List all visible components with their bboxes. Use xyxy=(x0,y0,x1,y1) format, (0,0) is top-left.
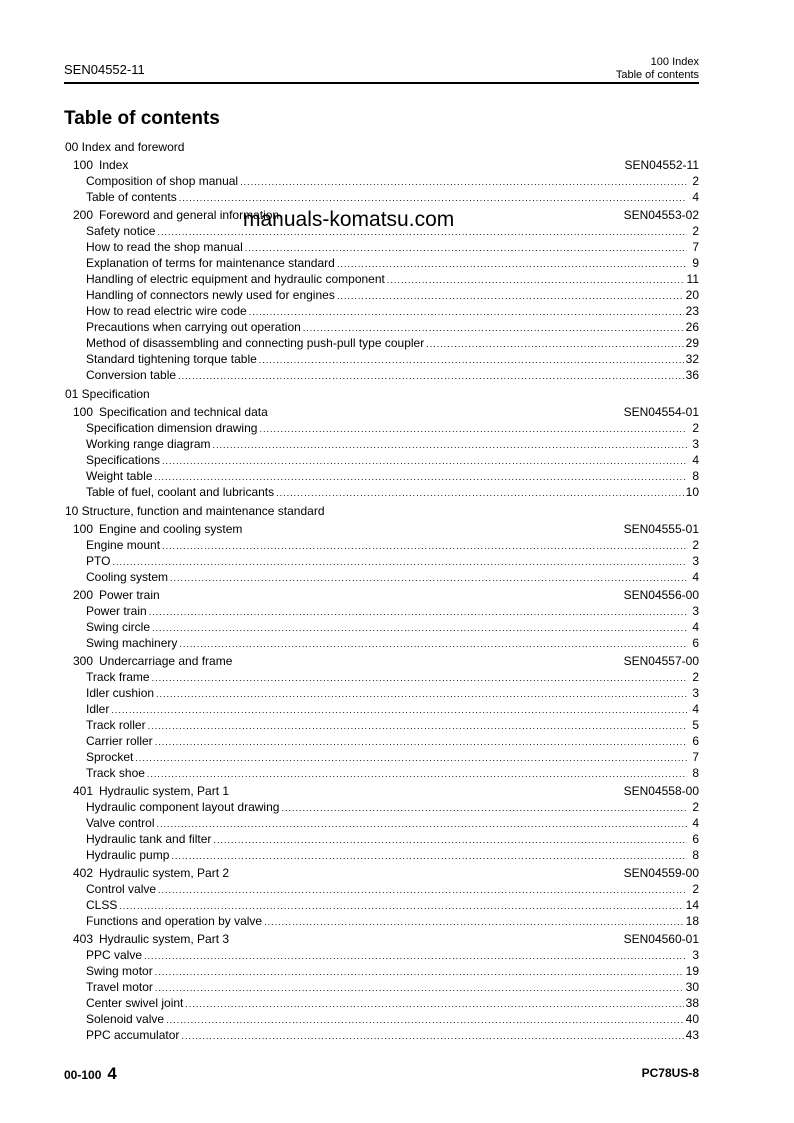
toc-subsection-heading[interactable] xyxy=(64,587,699,603)
toc-entry[interactable] xyxy=(64,995,699,1011)
dot-leader xyxy=(162,453,687,469)
dot-leader xyxy=(155,980,684,996)
toc-entry-page: 8 xyxy=(692,469,699,483)
toc-entry-label: Swing machinery xyxy=(86,636,178,650)
toc-entry-label: PPC accumulator xyxy=(86,1028,180,1042)
toc-entry[interactable] xyxy=(64,436,699,452)
toc-subsection-title xyxy=(73,404,624,420)
toc-entry-page: 43 xyxy=(685,1028,699,1042)
toc-subsection-title xyxy=(73,587,624,603)
toc-entry-label: Track shoe xyxy=(86,766,145,780)
toc-entry-label: Control valve xyxy=(86,882,157,896)
toc-entry[interactable] xyxy=(64,701,699,717)
footer-page-ref xyxy=(64,1064,117,1084)
toc-subsection-code: SEN04559-00 xyxy=(623,866,699,880)
header-section xyxy=(616,56,699,82)
dot-leader xyxy=(148,718,687,734)
toc-entry-label: PPC valve xyxy=(86,948,143,962)
dot-leader xyxy=(426,336,683,352)
toc-entry-label: Swing motor xyxy=(86,964,153,978)
toc-entry[interactable] xyxy=(64,733,699,749)
toc-entry-page: 8 xyxy=(692,766,699,780)
dot-leader xyxy=(387,272,685,288)
toc-subsection-number: 300 xyxy=(73,654,94,668)
toc-subsection-number: 401 xyxy=(73,784,94,798)
dot-leader xyxy=(155,469,688,485)
toc-entry[interactable] xyxy=(64,367,699,383)
toc-entry[interactable] xyxy=(64,553,699,569)
dot-leader xyxy=(135,750,687,766)
toc-entry[interactable] xyxy=(64,619,699,635)
toc-entry-page: 4 xyxy=(692,620,699,634)
toc-entry-label: Handling of electric equipment and hydraulic component xyxy=(86,272,385,286)
toc-subsection-label: Index xyxy=(99,158,129,172)
toc-entry-label: Specification dimension drawing xyxy=(86,421,258,435)
toc-subsection-number: 200 xyxy=(73,588,94,602)
toc-entry[interactable] xyxy=(64,303,699,319)
toc-entry-label: Track frame xyxy=(86,670,150,684)
toc-entry-label: Explanation of terms for maintenance standard xyxy=(86,256,335,270)
toc-entry-page: 2 xyxy=(692,882,699,896)
toc-entry-page: 30 xyxy=(685,980,699,994)
toc-subsection-heading[interactable] xyxy=(64,404,699,420)
toc-subsection-label: Hydraulic system, Part 2 xyxy=(99,866,230,880)
toc-entry-label: Track roller xyxy=(86,718,146,732)
dot-leader xyxy=(303,320,684,336)
footer-page-code: 00-100 xyxy=(64,1068,102,1082)
toc-entry-page: 4 xyxy=(692,453,699,467)
dot-leader xyxy=(156,816,687,832)
toc-entry-label: CLSS xyxy=(86,898,118,912)
toc-entry[interactable] xyxy=(64,335,699,351)
dot-leader xyxy=(259,421,687,437)
toc-entry-label: Engine mount xyxy=(86,538,161,552)
toc-entry-page: 4 xyxy=(692,816,699,830)
toc-entry-label: Power train xyxy=(86,604,147,618)
toc-entry-page: 18 xyxy=(685,914,699,928)
toc-entry-label: Hydraulic pump xyxy=(86,848,170,862)
toc-entry[interactable] xyxy=(64,799,699,815)
toc-entry-label: Center swivel joint xyxy=(86,996,184,1010)
toc-subsection-number: 100 xyxy=(73,158,94,172)
dot-leader xyxy=(185,996,683,1012)
toc-entry-page: 4 xyxy=(692,702,699,716)
toc-entry-label: Method of disassembling and connecting push-pull type coupler xyxy=(86,336,425,350)
toc-subsection-number: 402 xyxy=(73,866,94,880)
toc-subsection-code: SEN04552-11 xyxy=(624,158,699,172)
toc-entry-label: Carrier roller xyxy=(86,734,153,748)
footer-model: PC78US-8 xyxy=(641,1066,699,1080)
toc-entry[interactable] xyxy=(64,717,699,733)
toc-subsection-heading[interactable] xyxy=(64,783,699,799)
dot-leader xyxy=(245,240,687,256)
toc-entry-page: 10 xyxy=(685,485,699,499)
toc-subsection-heading[interactable] xyxy=(64,865,699,881)
toc-entry[interactable] xyxy=(64,831,699,847)
doc-code: SEN04552-11 xyxy=(64,62,145,77)
toc-entry-page: 3 xyxy=(692,437,699,451)
toc-entry-label: Solenoid valve xyxy=(86,1012,165,1026)
toc-subsection-label: Undercarriage and frame xyxy=(99,654,233,668)
toc-entry-label: Valve control xyxy=(86,816,155,830)
toc-subsection-code: SEN04553-02 xyxy=(623,208,699,222)
toc-entry-page: 3 xyxy=(692,604,699,618)
dot-leader xyxy=(144,948,687,964)
toc-entry-page: 3 xyxy=(692,554,699,568)
toc-entry[interactable] xyxy=(64,173,699,189)
dot-leader xyxy=(179,636,687,652)
toc-entry[interactable] xyxy=(64,468,699,484)
toc-entry[interactable] xyxy=(64,669,699,685)
toc-subsection-title xyxy=(73,653,624,669)
dot-leader xyxy=(119,898,683,914)
toc-entry[interactable] xyxy=(64,1027,699,1043)
dot-leader xyxy=(249,304,684,320)
toc-section-heading: 01 Specification xyxy=(65,387,150,401)
toc-entry-page: 36 xyxy=(685,368,699,382)
toc-entry[interactable] xyxy=(64,420,699,436)
toc-entry-page: 7 xyxy=(692,240,699,254)
dot-leader xyxy=(337,288,684,304)
toc-subsection-code: SEN04560-01 xyxy=(623,932,699,946)
dot-leader xyxy=(264,914,684,930)
toc-entry-page: 2 xyxy=(692,421,699,435)
toc-entry[interactable] xyxy=(64,685,699,701)
footer-page-number: 4 xyxy=(107,1064,117,1083)
toc-subsection-title xyxy=(73,865,624,881)
header-subtitle: Table of contents xyxy=(615,69,699,81)
toc-subsection-label: Power train xyxy=(99,588,160,602)
toc-entry[interactable] xyxy=(64,749,699,765)
toc-entry[interactable] xyxy=(64,569,699,585)
dot-leader xyxy=(155,734,687,750)
toc-subsection-code: SEN04554-01 xyxy=(623,405,699,419)
header-section-name: 100 Index xyxy=(650,56,699,68)
toc-entry-label: Safety notice xyxy=(86,224,156,238)
toc-entry-page: 2 xyxy=(692,670,699,684)
toc-subsection-number: 403 xyxy=(73,932,94,946)
toc-entry[interactable] xyxy=(64,979,699,995)
dot-leader xyxy=(213,437,687,453)
toc-subsection-number: 200 xyxy=(73,208,94,222)
toc-entry-page: 8 xyxy=(692,848,699,862)
toc-entry-label: Travel motor xyxy=(86,980,153,994)
toc-subsection-heading[interactable] xyxy=(64,521,699,537)
watermark: manuals-komatsu.com xyxy=(243,208,455,231)
toc-entry[interactable] xyxy=(64,537,699,553)
toc-entry[interactable] xyxy=(64,1011,699,1027)
toc-entry-page: 3 xyxy=(692,686,699,700)
toc-entry-page: 29 xyxy=(685,336,699,350)
page-title: Table of contents xyxy=(64,108,220,129)
toc-entry[interactable] xyxy=(64,963,699,979)
dot-leader xyxy=(171,848,687,864)
toc-entry[interactable] xyxy=(64,452,699,468)
toc-entry-page: 26 xyxy=(685,320,699,334)
toc-entry[interactable] xyxy=(64,189,699,205)
toc-entry[interactable] xyxy=(64,484,699,500)
toc-entry-label: Weight table xyxy=(86,469,153,483)
dot-leader xyxy=(276,485,684,501)
toc-entry-page: 6 xyxy=(692,636,699,650)
toc-entry-label: Table of fuel, coolant and lubricants xyxy=(86,485,275,499)
dot-leader xyxy=(155,964,684,980)
toc-entry-label: Composition of shop manual xyxy=(86,174,239,188)
dot-leader xyxy=(112,554,687,570)
toc-subsection-label: Foreword and general information xyxy=(99,208,280,222)
toc-entry[interactable] xyxy=(64,603,699,619)
toc-entry-page: 38 xyxy=(685,996,699,1010)
toc-entry-page: 9 xyxy=(692,256,699,270)
toc-subsection-code: SEN04558-00 xyxy=(623,784,699,798)
table-of-contents xyxy=(64,136,699,1043)
toc-entry-label: Table of contents xyxy=(86,190,177,204)
dot-leader xyxy=(156,686,687,702)
toc-entry-page: 23 xyxy=(685,304,699,318)
toc-entry[interactable] xyxy=(64,239,699,255)
toc-entry-label: Hydraulic tank and filter xyxy=(86,832,212,846)
toc-entry-page: 3 xyxy=(692,948,699,962)
toc-entry[interactable] xyxy=(64,913,699,929)
toc-entry-page: 4 xyxy=(692,570,699,584)
toc-subsection-heading[interactable] xyxy=(64,157,699,173)
toc-entry[interactable] xyxy=(64,635,699,651)
toc-entry-label: Handling of connectors newly used for engines xyxy=(86,288,335,302)
toc-entry-page: 20 xyxy=(685,288,699,302)
dot-leader xyxy=(158,882,687,898)
toc-entry[interactable] xyxy=(64,947,699,963)
toc-entry-label: Standard tightening torque table xyxy=(86,352,257,366)
toc-entry-label: Conversion table xyxy=(86,368,177,382)
header-rule xyxy=(64,82,699,84)
toc-entry[interactable] xyxy=(64,351,699,367)
toc-entry-label: Idler cushion xyxy=(86,686,155,700)
dot-leader xyxy=(152,670,687,686)
toc-entry-page: 2 xyxy=(692,174,699,188)
toc-entry-page: 5 xyxy=(692,718,699,732)
toc-entry-label: How to read electric wire code xyxy=(86,304,247,318)
toc-subsection-code: SEN04556-00 xyxy=(623,588,699,602)
toc-subsection-label: Engine and cooling system xyxy=(99,522,243,536)
toc-entry-label: Precautions when carrying out operation xyxy=(86,320,301,334)
toc-entry-page: 40 xyxy=(685,1012,699,1026)
toc-entry[interactable] xyxy=(64,765,699,781)
toc-entry-label: Specifications xyxy=(86,453,161,467)
toc-entry[interactable] xyxy=(64,255,699,271)
toc-subsection-code: SEN04555-01 xyxy=(623,522,699,536)
dot-leader xyxy=(259,352,684,368)
toc-entry[interactable] xyxy=(64,847,699,863)
dot-leader xyxy=(147,766,687,782)
dot-leader xyxy=(240,174,687,190)
toc-subsection-heading[interactable] xyxy=(64,653,699,669)
toc-subsection-number: 100 xyxy=(73,405,94,419)
toc-entry-page: 2 xyxy=(692,538,699,552)
toc-entry-page: 6 xyxy=(692,734,699,748)
toc-subsection-number: 100 xyxy=(73,522,94,536)
toc-subsection-title xyxy=(73,931,624,947)
dot-leader xyxy=(179,190,687,206)
toc-subsection-title xyxy=(73,521,624,537)
toc-entry-label: Sprocket xyxy=(86,750,134,764)
dot-leader xyxy=(178,368,684,384)
dot-leader xyxy=(152,620,687,636)
toc-entry[interactable] xyxy=(64,815,699,831)
dot-leader xyxy=(337,256,687,272)
toc-entry-page: 6 xyxy=(692,832,699,846)
toc-entry-label: Swing circle xyxy=(86,620,151,634)
toc-entry[interactable] xyxy=(64,287,699,303)
toc-entry-label: How to read the shop manual xyxy=(86,240,243,254)
toc-entry-page: 2 xyxy=(692,800,699,814)
toc-subsection-code: SEN04557-00 xyxy=(623,654,699,668)
toc-entry[interactable] xyxy=(64,271,699,287)
toc-entry-page: 2 xyxy=(692,224,699,238)
toc-subsection-label: Hydraulic system, Part 1 xyxy=(99,784,230,798)
toc-entry-label: Hydraulic component layout drawing xyxy=(86,800,280,814)
toc-entry-label: Idler xyxy=(86,702,110,716)
toc-entry-label: PTO xyxy=(86,554,111,568)
dot-leader xyxy=(213,832,687,848)
toc-entry-page: 11 xyxy=(686,272,699,286)
toc-entry-page: 14 xyxy=(685,898,699,912)
dot-leader xyxy=(181,1028,683,1044)
toc-subsection-label: Hydraulic system, Part 3 xyxy=(99,932,230,946)
toc-subsection-title xyxy=(73,157,625,173)
toc-section-heading: 00 Index and foreword xyxy=(65,140,185,154)
toc-entry-label: Functions and operation by valve xyxy=(86,914,263,928)
toc-entry-label: Cooling system xyxy=(86,570,169,584)
toc-entry-label: Working range diagram xyxy=(86,437,211,451)
toc-section-heading: 10 Structure, function and maintenance standard xyxy=(65,504,325,518)
dot-leader xyxy=(149,604,687,620)
dot-leader xyxy=(162,538,687,554)
toc-entry[interactable] xyxy=(64,319,699,335)
toc-subsection-label: Specification and technical data xyxy=(99,405,268,419)
toc-entry-page: 19 xyxy=(685,964,699,978)
dot-leader xyxy=(111,702,687,718)
toc-entry[interactable] xyxy=(64,881,699,897)
toc-entry-page: 7 xyxy=(692,750,699,764)
toc-entry-page: 32 xyxy=(685,352,699,366)
toc-entry[interactable] xyxy=(64,897,699,913)
dot-leader xyxy=(166,1012,684,1028)
toc-entry-page: 4 xyxy=(692,190,699,204)
toc-subsection-heading[interactable] xyxy=(64,931,699,947)
dot-leader xyxy=(170,570,687,586)
toc-subsection-title xyxy=(73,783,624,799)
dot-leader xyxy=(281,800,687,816)
